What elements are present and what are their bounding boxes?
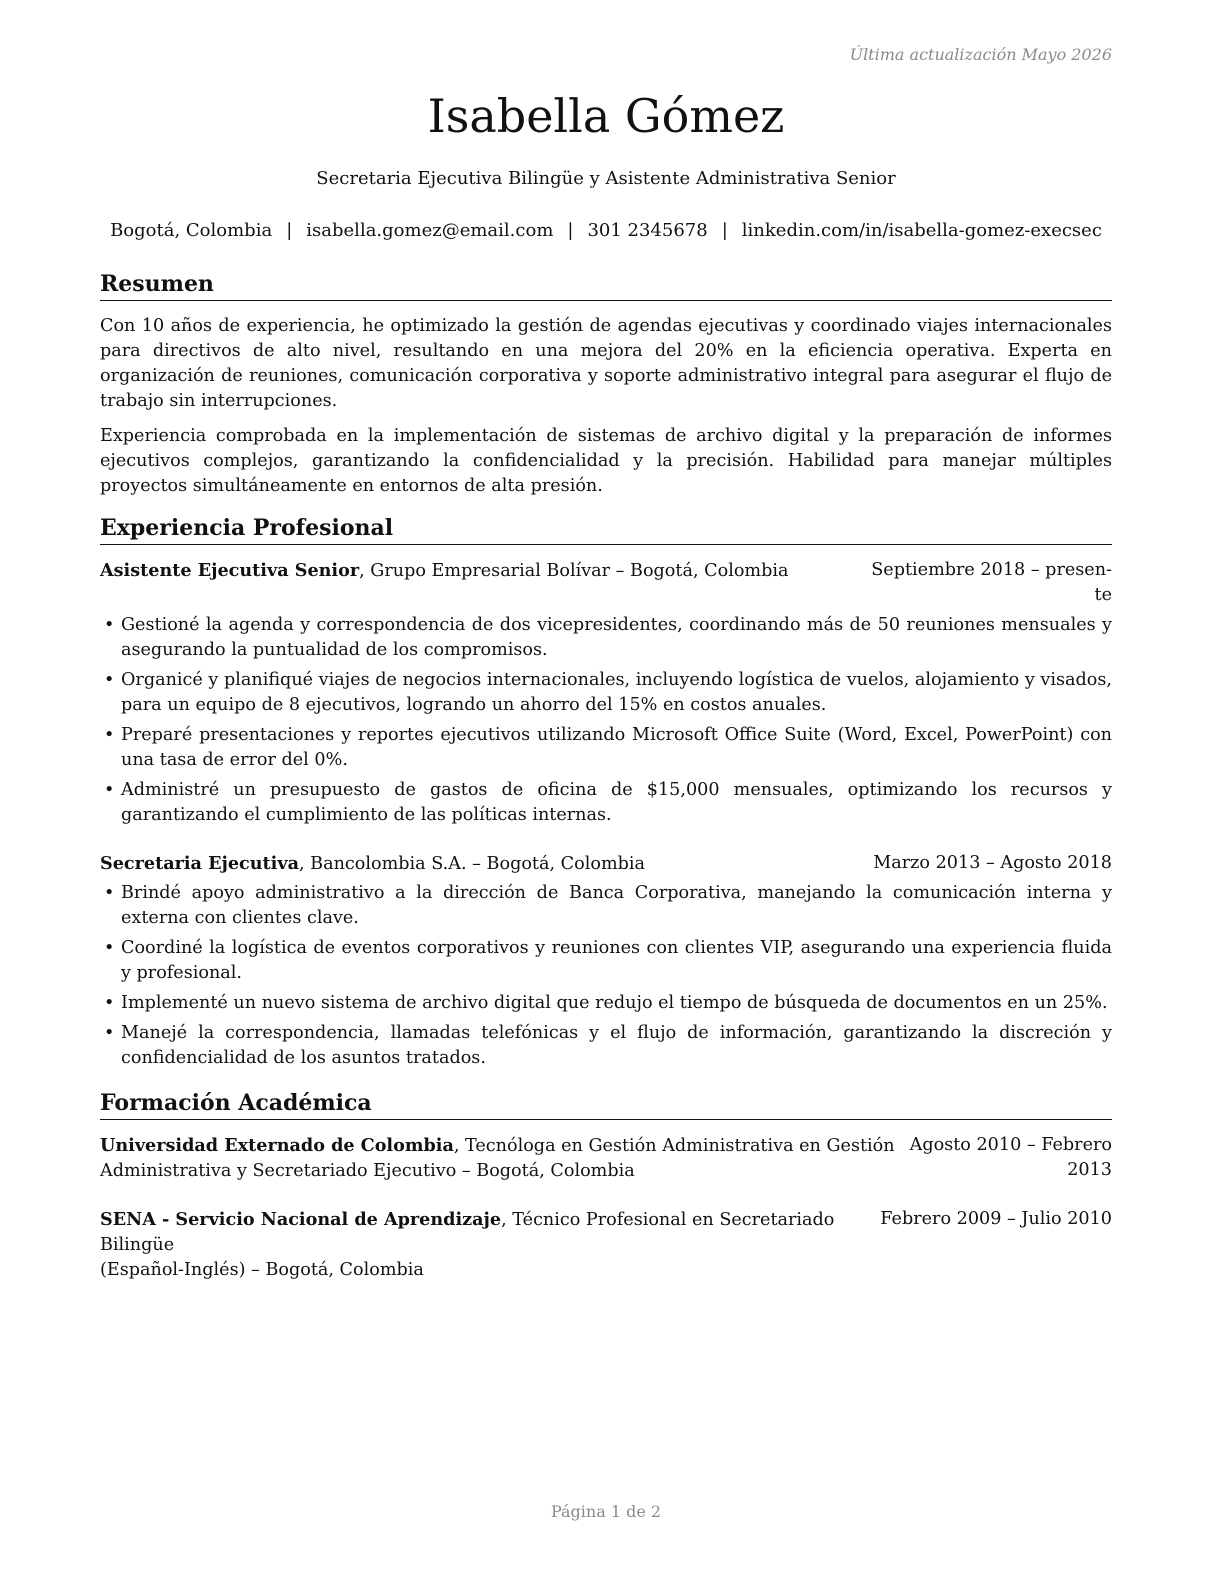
job-company: , Grupo Empresarial Bolívar – Bogotá, Colombia: [359, 561, 789, 581]
education-entry: [100, 1133, 1112, 1184]
bullet-icon: •: [104, 993, 115, 1013]
location: Bogotá, Colombia: [110, 220, 273, 241]
education-date-line: Febrero 2009 – Julio 2010: [880, 1209, 1112, 1229]
section-title-education: Formación Académica: [100, 1089, 1112, 1120]
candidate-name: Isabella Gómez: [427, 89, 785, 143]
list-item: [100, 778, 1112, 828]
bullet-text: Organicé y planifiqué viajes de negocios internacionales, incluyendo logística de vuelos, alojamiento y visados, para un equipo de 8 ejecutivos, logrando un ahorro del 15% en costos anuales.: [121, 670, 1112, 715]
bullet-icon: •: [104, 883, 115, 903]
bullet-icon: •: [104, 725, 115, 745]
list-item: [100, 613, 1112, 663]
job-dates: [871, 558, 1112, 608]
job-company: , Bancolombia S.A. – Bogotá, Colombia: [299, 854, 646, 874]
separator: |: [567, 220, 574, 241]
education-dates: [880, 1207, 1112, 1232]
last-updated: Última actualización Mayo 2026: [849, 45, 1112, 64]
section-title-summary: Resumen: [100, 270, 1112, 301]
bullet-text: Coordiné la logística de eventos corporativos y reuniones con clientes VIP, asegurando una experiencia fluida y profesional.: [121, 938, 1112, 983]
separator: |: [721, 220, 728, 241]
list-item: [100, 936, 1112, 986]
education-detail: (Español-Inglés) – Bogotá, Colombia: [100, 1260, 424, 1280]
bullet-text: Preparé presentaciones y reportes ejecutivos utilizando Microsoft Office Suite (Word, Excel, PowerPoint) con una tasa de error del 0%.: [121, 725, 1112, 770]
linkedin-link[interactable]: linkedin.com/in/isabella-gomez-execsec: [741, 220, 1102, 241]
bullet-icon: •: [104, 780, 115, 800]
education-entry: [100, 1207, 1112, 1283]
job-role: Secretaria Ejecutiva: [100, 853, 299, 874]
page-number: Página 1 de 2: [550, 1502, 662, 1521]
resume-page: [100, 0, 1112, 1584]
list-item: [100, 1021, 1112, 1071]
education-detail: Administrativa y Secretariado Ejecutivo – Bogotá, Colombia: [100, 1161, 635, 1181]
list-item: [100, 668, 1112, 718]
summary-paragraph: Con 10 años de experiencia, he optimizado la gestión de agendas ejecutivas y coordinado viajes internacionales para directivos de alto nivel, resultando en una mejora del 20% en la eficiencia operativa. Experta en organización de reuniones, comunicación corporativa y soporte administrativo integral para asegurar el flujo de trabajo sin interrupciones.: [100, 316, 1112, 411]
contact-line: [100, 220, 1112, 241]
education-date-line: Agosto 2010 – Febrero: [909, 1135, 1112, 1155]
education-dates: [910, 1133, 1112, 1183]
education-degree: , Tecnóloga en Gestión Administrativa en Gestión: [453, 1136, 895, 1156]
bullet-text: Administré un presupuesto de gastos de oficina de $15,000 mensuales, optimizando los recursos y garantizando el cumplimiento de las políticas internas.: [121, 780, 1112, 825]
education-degree: , Técnico Profesional en Secretariado Bilingüe: [100, 1210, 835, 1255]
education-school: Universidad Externado de Colombia: [100, 1135, 454, 1156]
bullet-icon: •: [104, 1023, 115, 1043]
bullet-text: Gestioné la agenda y correspondencia de dos vicepresidentes, coordinando más de 50 reuniones mensuales y asegurando la puntualidad de los compromisos.: [121, 615, 1112, 660]
separator: |: [286, 220, 293, 241]
list-item: [100, 881, 1112, 931]
job-dates: [873, 851, 1112, 876]
job-bullets: [100, 613, 1112, 833]
summary-paragraph: Experiencia comprobada en la implementación de sistemas de archivo digital y la preparación de informes ejecutivos complejos, garantizando la confidencialidad y la precisión. Habilidad para manejar múltiples proyectos simultáneamente en entornos de alta presión.: [100, 426, 1112, 496]
job-header: [100, 851, 1112, 877]
bullet-icon: •: [104, 615, 115, 635]
bullet-icon: •: [104, 670, 115, 690]
education-date-line: 2013: [1067, 1160, 1112, 1180]
list-item: [100, 991, 1112, 1016]
education-school: SENA - Servicio Nacional de Aprendizaje: [100, 1209, 502, 1230]
job-role: Asistente Ejecutiva Senior: [100, 560, 360, 581]
section-title-experience: Experiencia Profesional: [100, 514, 1112, 545]
bullet-text: Manejé la correspondencia, llamadas telefónicas y el flujo de información, garantizando la discreción y confidencialidad de los asuntos tratados.: [121, 1023, 1112, 1068]
job-header: [100, 558, 1112, 605]
bullet-icon: •: [104, 938, 115, 958]
job-bullets: [100, 881, 1112, 1076]
job-date-line: te: [1094, 585, 1112, 605]
bullet-text: Implementé un nuevo sistema de archivo digital que redujo el tiempo de búsqueda de documentos en un 25%.: [121, 993, 1108, 1013]
candidate-headline: Secretaria Ejecutiva Bilingüe y Asistente Administrativa Senior: [316, 168, 896, 189]
job-date-line: Marzo 2013 – Agosto 2018: [873, 853, 1112, 873]
job-date-line: Septiembre 2018 – presen-: [871, 560, 1112, 580]
bullet-text: Brindé apoyo administrativo a la dirección de Banca Corporativa, manejando la comunicación interna y externa con clientes clave.: [121, 883, 1112, 928]
email-link[interactable]: isabella.gomez@email.com: [306, 220, 554, 241]
phone: 301 2345678: [587, 220, 708, 241]
list-item: [100, 723, 1112, 773]
